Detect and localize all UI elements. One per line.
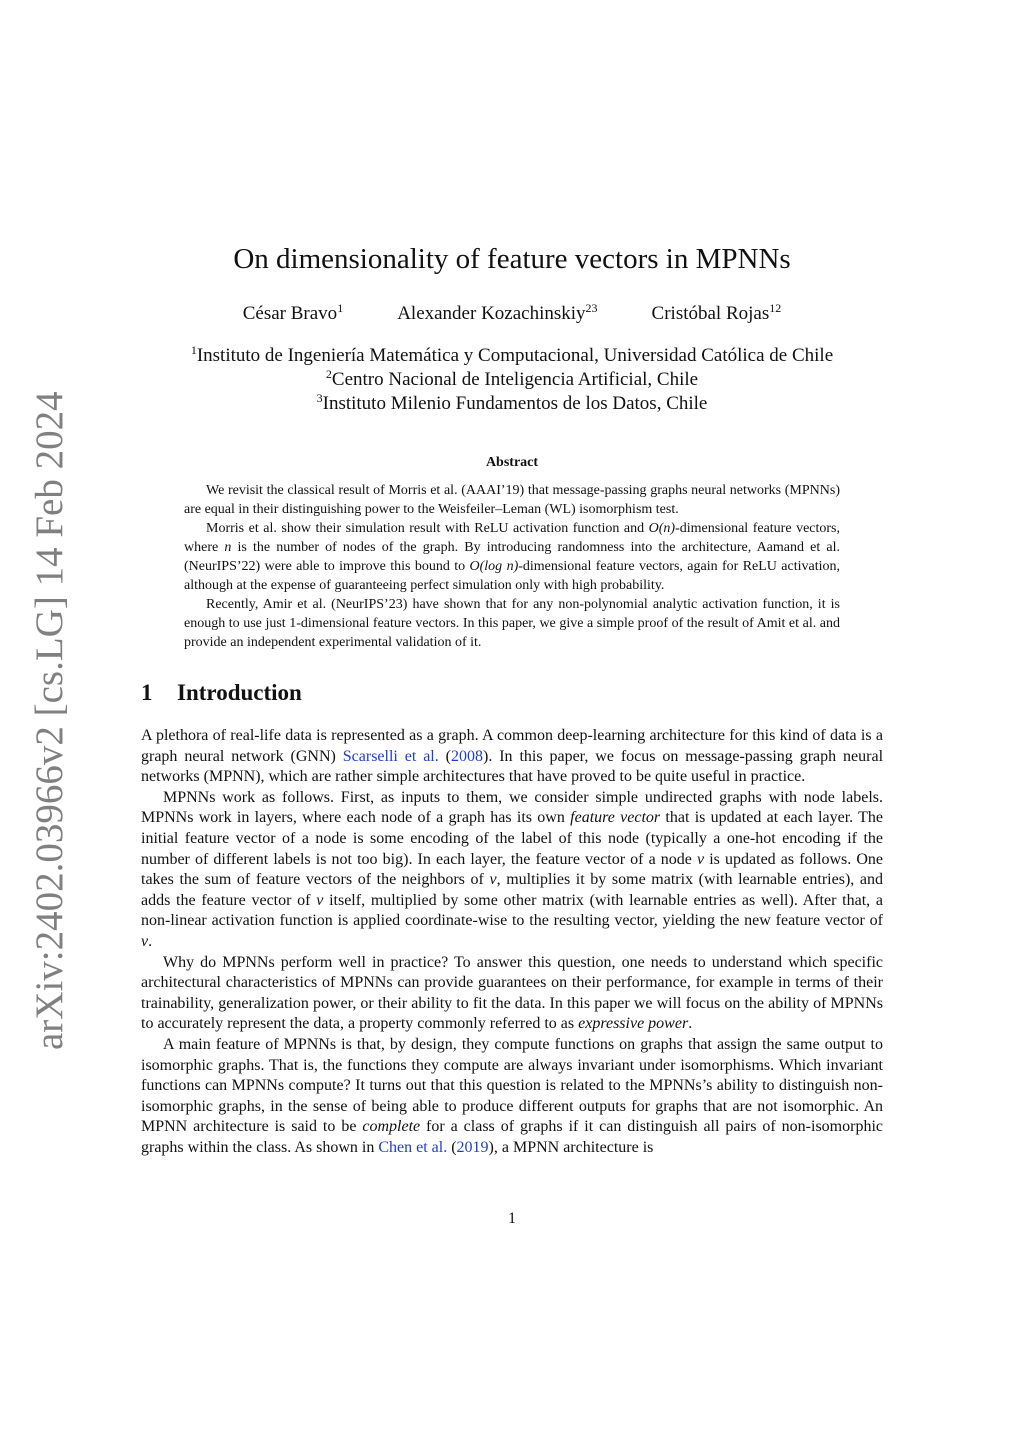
abstract-heading: Abstract [485,455,539,470]
author: César Bravo$^1$ [242,301,344,324]
citation-year-link[interactable]: 2019 [456,1138,489,1156]
author-list [0,303,1024,325]
page-number: 1 [508,1210,516,1227]
body-paragraph: MPNNs work as follows. First, as inputs to them, we consider simple undirected graphs with node labels. MPNNs work in layers, where each node of a graph has its own feature vector that is updated at each layer. The initial feature vector of a node is some encoding of the label of this node (typically a one-hot encoding if the number of different labels is not too big). In each layer, the feature vector of a node v is updated as follows. One takes the sum of feature vectors of the neighbors of v, multiplies it by some matrix (with learnable entries), and adds the feature vector of v itself, multiplied by some other matrix (with learnable entries as well). After that, a non-linear activation function is applied coordinate-wise to the resulting vector, yielding the new feature vector of v. [141,788,884,950]
abstract-body [184,481,840,652]
body-paragraph: Why do MPNNs perform well in practice? To answer this question, one needs to understand which specific architectural characteristics of MPNNs can provide guarantees on their performance, for example in terms of their trainability, generalization power, or their ability to fit the data. In this paper we will focus on the ability of MPNNs to accurately represent the data, a property commonly referred to as expressive power. [141,953,883,1033]
abstract-paragraph: We revisit the classical result of Morris et al. (AAAI’19) that message-passing graphs neural networks (MPNNs) are equal in their distinguishing power to the Weisfeiler–Leman (WL) isomorphism test. [184,483,840,517]
paper-title: On dimensionality of feature vectors in MPNNs [233,243,791,275]
arxiv-identifier-stamp: arXiv:2402.03966v2 [cs.LG] 14 Feb 2024 [28,391,71,1050]
citation-link[interactable]: Chen et al. [378,1138,448,1156]
main-text [141,726,883,1158]
body-paragraph: A plethora of real-life data is represented as a graph. A common deep-learning architecture for this kind of data is a graph neural network (GNN) Scarselli et al. (2008). In this paper, we focus on message-passing graph neural networks (MPNN), which are rather simple architectures that have proved to be quite useful in practice. [141,727,884,786]
author: Cristóbal Rojas$^{12}$ [651,301,782,324]
citation-link[interactable]: Scarselli et al. [342,747,439,765]
affiliation: $^2$Centro Nacional de Inteligencia Artificial, Chile [325,367,699,390]
body-paragraph: A main feature of MPNNs is that, by design, they compute functions on graphs that assign the same output to isomorphic graphs. That is, the functions they compute are always invariant under isomorphisms. Which invariant functions can MPNNs compute? It turns out that this question is related to the MPNNs’s ability to distinguish non-isomorphic graphs, in the sense of being able to produce different outputs for graphs that are not isomorphic. An MPNN architecture is said to be complete for a class of graphs if it can distinguish all pairs of non-isomorphic graphs within the class. As shown in Chen et al. (2019), a MPNN architecture is [141,1035,883,1156]
abstract-paragraph: Morris et al. show their simulation result with ReLU activation function and O(n)-dimensional feature vectors, where n is the number of nodes of the graph. By introducing randomness into the architecture, Aamand et al. (NeurIPS’22) were able to improve this bound to O(log n)-dimensional feature vectors, again for ReLU activation, although at the expense of guaranteeing perfect simulation only with high probability. [184,521,841,593]
citation-year-link[interactable]: 2008 [451,747,483,765]
affiliation: $^1$Instituto de Ingeniería Matemática y Computacional, Universidad Católica de Chile [190,343,834,366]
section-heading: 1 Introduction [141,680,302,705]
author: Alexander Kozachinskiy$^{23}$ [397,301,598,324]
affiliation: $^3$Instituto Milenio Fundamentos de los Datos, Chile [316,391,708,414]
affiliations [0,344,1024,416]
abstract-paragraph: Recently, Amir et al. (NeurIPS’23) have shown that for any non-polynomial analytic activation function, it is enough to use just 1-dimensional feature vectors. In this paper, we give a simple proof of the result of Amit et al. and provide an independent experimental validation of it. [184,597,840,650]
